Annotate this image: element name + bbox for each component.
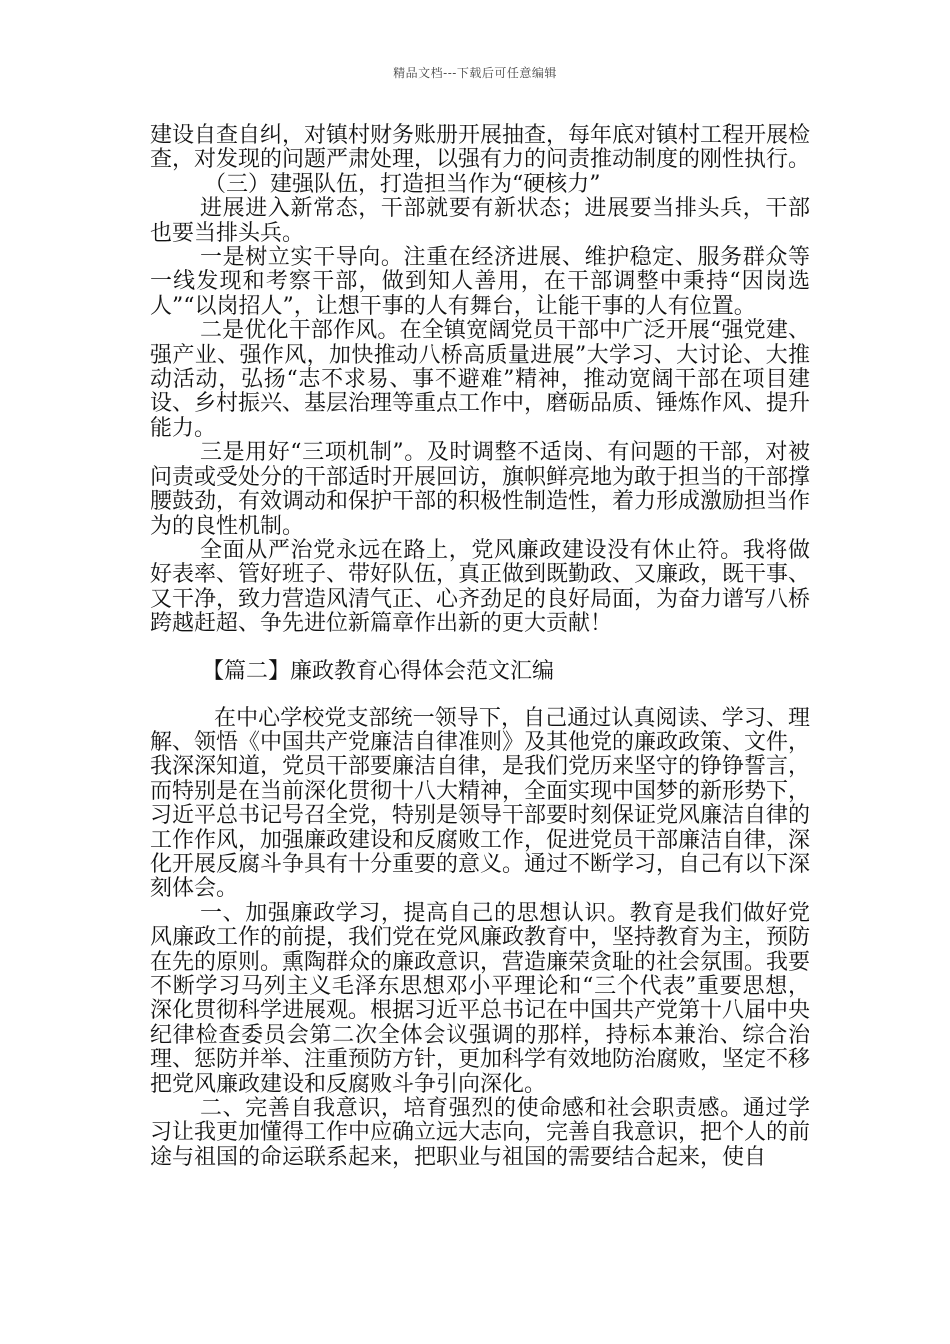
paragraph: 二、完善自我意识，培育强烈的使命感和社会职责感。通过学习让我更加懂得工作中应确立远大志向，完善自我意识，把个人的前途与祖国的命运联系起来，把职业与祖国的需要结合起来，使自 bbox=[150, 1096, 811, 1170]
paragraph: 建设自查自纠，对镇村财务账册开展抽查，每年底对镇村工程开展检查，对发现的问题严肃处理，以强有力的问责推动制度的刚性执行。 bbox=[150, 123, 811, 173]
document-body bbox=[150, 124, 810, 1170]
paragraph: 三是用好“三项机制”。及时调整不适岗、有问题的干部，对被问责或受处分的干部适时开展回访，旗帜鲜亮地为敢于担当的干部撑腰鼓劲，有效调动和保护干部的积极性制造性，着力形成激励担当作为的良性机制。 bbox=[150, 440, 811, 539]
part-one bbox=[150, 124, 810, 637]
section-heading: 【篇二】廉政教育心得体会范文汇编 bbox=[202, 658, 555, 684]
paragraph: 全面从严治党永远在路上，党风廉政建设没有休止符。我将做好表率、管好班子、带好队伍，真正做到既勤政、又廉政，既干事、又干净，致力营造风清气正、心齐劲足的良好局面，为奋力谱写八桥跨越赶超、争先进位新篇章作出新的更大贡献！ bbox=[150, 537, 811, 637]
paragraph: 二是优化干部作风。在全镇宽阔党员干部中广泛开展“强党建、强产业、强作风，加快推动八桥高质量进展”大学习、大讨论、大推动活动，弘扬“志不求易、事不避难”精神，推动宽阔干部在项目建设、乡村振兴、基层治理等重点工作中，磨砺品质、锤炼作风、提升能力。 bbox=[150, 318, 811, 441]
page-header: 精品文档---下载后可任意编辑 bbox=[393, 66, 557, 80]
paragraph: 一、加强廉政学习，提高自己的思想认识。教育是我们做好党风廉政工作的前提，我们党在党风廉政教育中，坚持教育为主，预防在先的原则。熏陶群众的廉政意识，营造廉荣贪耻的社会氛围。我要不断学习马列主义毛泽东思想邓小平理论和“三个代表”重要思想，深化贯彻科学进展观。根据习近平总书记在中国共产党第十八届中央纪律检查委员会第二次全体会议强调的那样，持标本兼治、综合治理、惩防并举、注重预防方针，更加科学有效地防治腐败，坚定不移把党风廉政建设和反腐败斗争引向深化。 bbox=[150, 900, 811, 1097]
paragraph: 一是树立实干导向。注重在经济进展、维护稳定、服务群众等一线发现和考察干部，做到知人善用，在干部调整中秉持“因岗选人”“以岗招人”，让想干事的人有舞台，让能干事的人有位置。 bbox=[150, 245, 810, 319]
paragraph: 在中心学校党支部统一领导下，自己通过认真阅读、学习、理解、领悟《中国共产党廉洁自律准则》及其他党的廉政政策、文件，我深深知道，党员干部要廉洁自律，是我们党历来坚守的铮铮誓言，而特别是在当前深化贯彻十八大精神，全面实现中国梦的新形势下，习近平总书记号召全党，特别是领导干部要时刻保证党风廉洁自律的工作作风，加强廉政建设和反腐败工作，促进党员干部廉洁自律，深化开展反腐斗争具有十分重要的意义。通过不断学习，自己有以下深刻体会。 bbox=[150, 705, 811, 902]
part-two bbox=[150, 707, 810, 1171]
subsection-heading: （三）建强队伍，打造担当作为“硬核力” bbox=[204, 171, 601, 197]
paragraph: 进展进入新常态，干部就要有新状态；进展要当排头兵，干部也要当排头兵。 bbox=[150, 196, 810, 246]
